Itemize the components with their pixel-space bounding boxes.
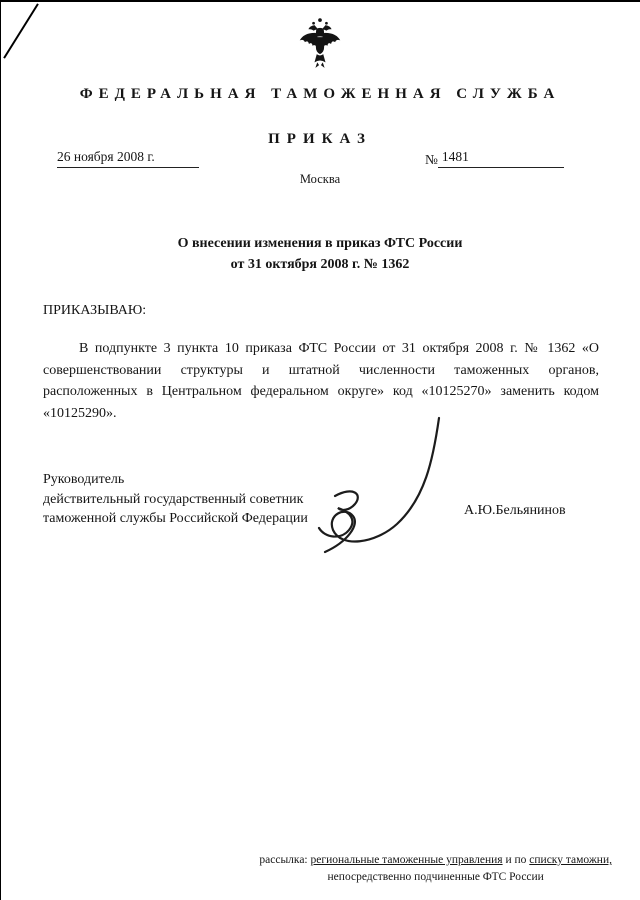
distribution-line1 — [259, 852, 612, 869]
city-label: Москва — [299, 172, 341, 186]
order-body-paragraph: В подпункте 3 пункта 10 приказа ФТС России от 31 октября 2008 г. № 1362 «О совершенствовании структуры и штатной численности таможенных органов, расположенных в Центральном федеральном округе» код «10125270» заменить кодом «10125290». — [43, 341, 599, 421]
number-sign: № — [425, 152, 438, 167]
scan-artifact-top-line — [0, 0, 640, 2]
signer-name: А.Ю.Бельянинов — [464, 503, 566, 518]
order-number-block — [425, 149, 572, 168]
order-title — [0, 233, 640, 275]
distribution-line2: непосредственно подчиненные ФТС России — [327, 871, 544, 883]
distribution-prefix: рассылка: — [259, 854, 311, 866]
distribution-mid: и по — [502, 854, 530, 866]
distribution-underlined2: списку таможни, — [529, 854, 612, 866]
scan-artifact-corner-line — [3, 3, 39, 58]
agency-title: ФЕДЕРАЛЬНАЯ ТАМОЖЕННАЯ СЛУЖБА — [79, 86, 561, 102]
handwritten-signature — [296, 412, 468, 572]
order-number: 1481 — [438, 149, 564, 168]
signer-title-line2: действительный государственный советник — [43, 491, 304, 507]
signer-title-line3: таможенной службы Российской Федерации — [43, 511, 308, 526]
order-date: 26 ноября 2008 г. — [57, 149, 199, 168]
coat-of-arms-icon — [297, 13, 343, 75]
order-word: ПРИКАЗЫВАЮ: — [43, 303, 147, 318]
signer-title-block — [43, 470, 308, 529]
order-title-line1: О внесении изменения в приказ ФТС России — [177, 236, 463, 251]
distribution-underlined1: региональные таможенные управления — [310, 854, 503, 866]
signer-title-line1: Руководитель — [43, 472, 125, 487]
document-type-heading: ПРИКАЗ — [268, 131, 372, 147]
order-title-line2: от 31 октября 2008 г. № 1362 — [230, 257, 410, 272]
distribution-note — [259, 852, 612, 886]
